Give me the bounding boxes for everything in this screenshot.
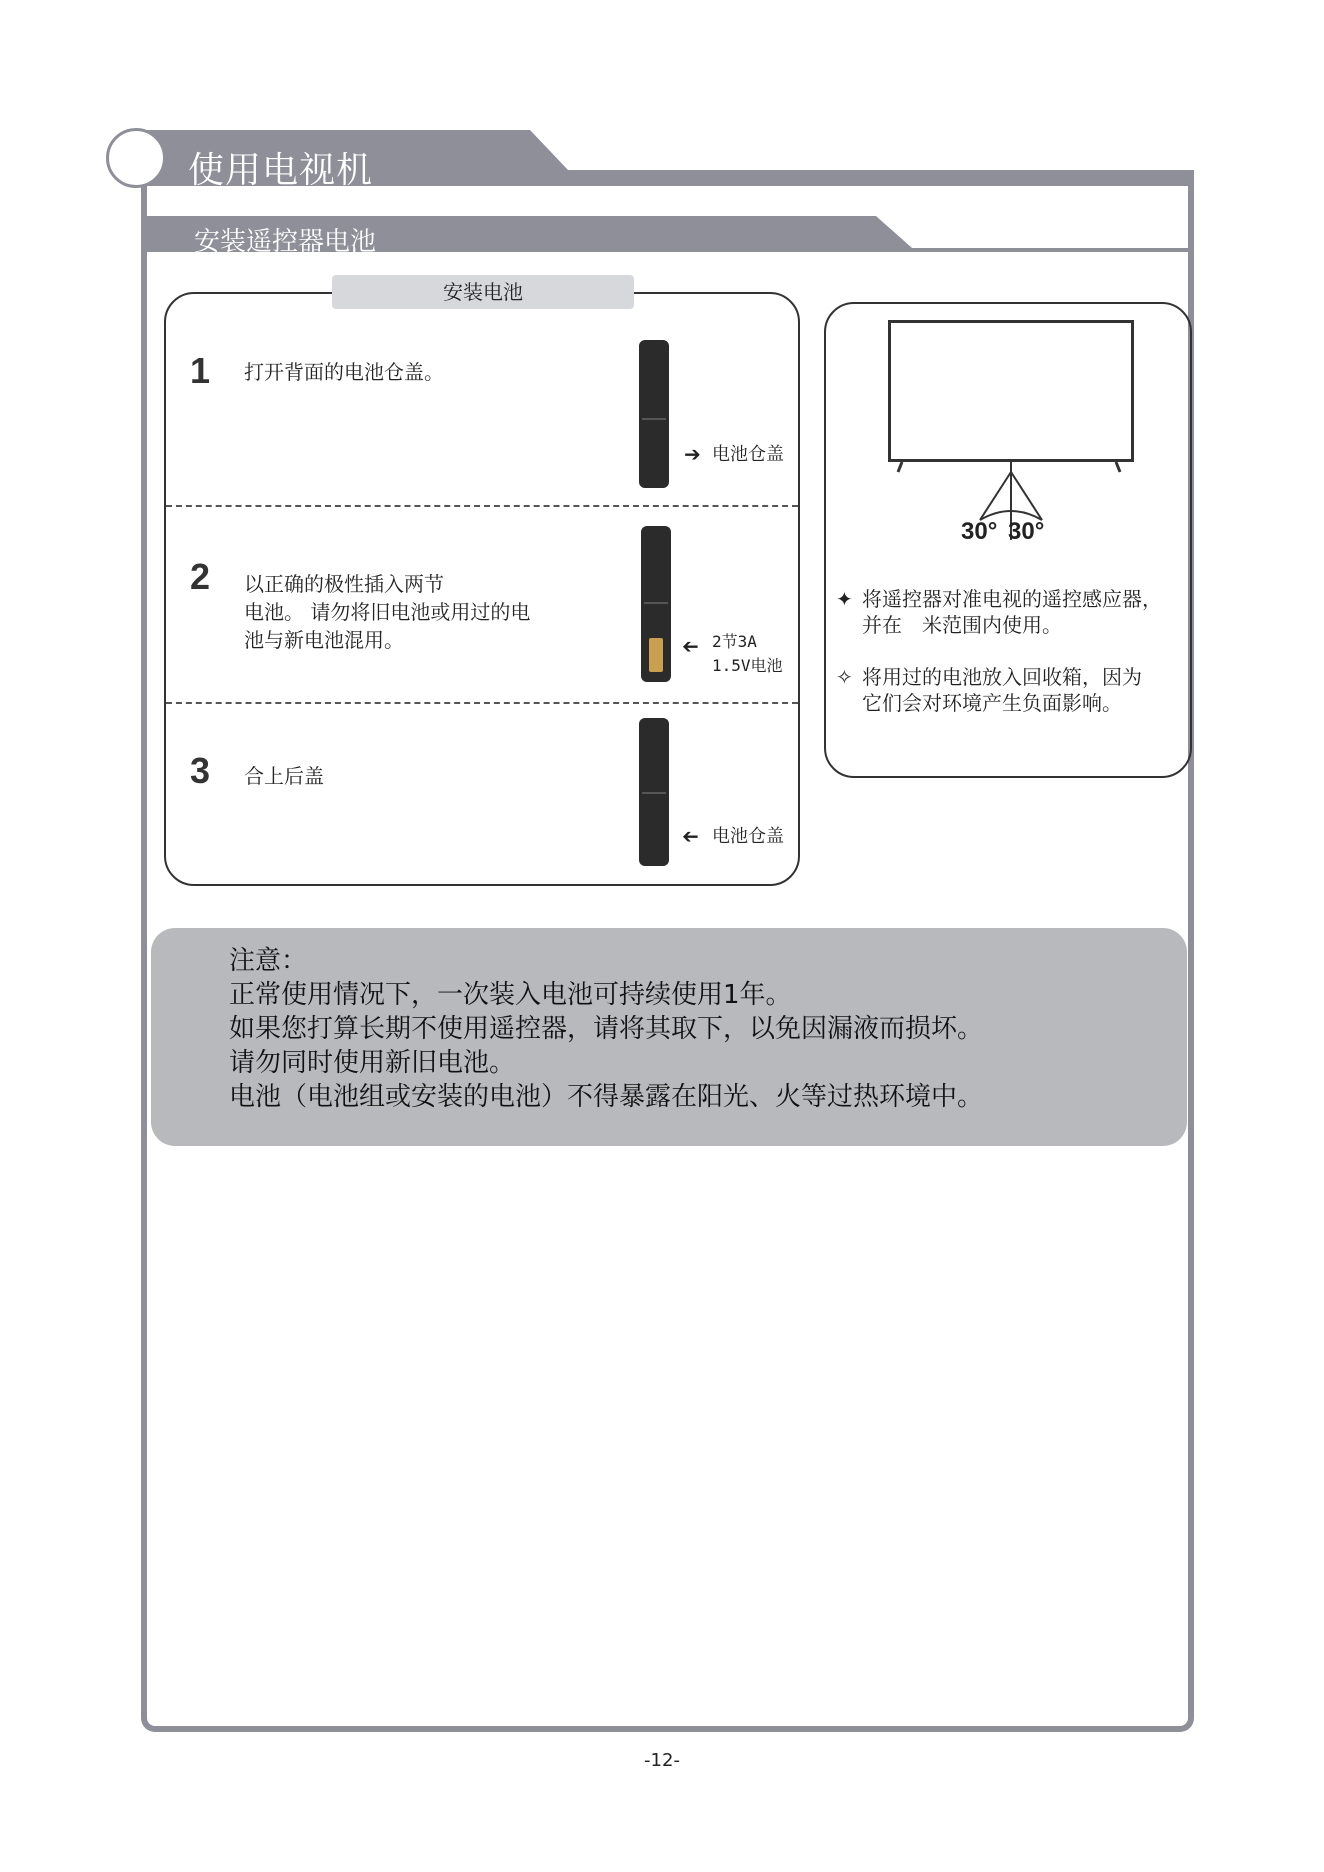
note-line: 电池（电池组或安装的电池）不得暴露在阳光、火等过热环境中。	[229, 1082, 984, 1112]
step-number: 2	[190, 556, 211, 597]
note-heading: 注意：	[229, 946, 308, 976]
callout-label: 2节3A 1.5V电池	[712, 632, 783, 675]
step-number: 3	[190, 750, 211, 791]
remote-back-open-image	[639, 340, 669, 488]
section-title: 安装遥控器电池	[194, 227, 377, 257]
callout-label: 电池仓盖	[712, 826, 784, 847]
note-line: 请勿同时使用新旧电池。	[229, 1048, 516, 1078]
angle-right-label: 30°	[1008, 518, 1045, 545]
arrow-left-icon: ➔	[682, 634, 699, 658]
page-number: -12-	[644, 1750, 680, 1771]
remote-back-closed-image	[639, 718, 669, 866]
page-title: 使用电视机	[188, 150, 374, 191]
note-line: 如果您打算长期不使用遥控器，请将其取下，以免因漏液而损坏。	[229, 1014, 984, 1044]
recycle-sparkle-icon: ✧	[836, 665, 853, 689]
arrow-right-icon: ➔	[684, 442, 701, 466]
callout-label: 电池仓盖	[712, 444, 784, 465]
step-text: 合上后盖	[244, 764, 324, 788]
tv-icon	[888, 320, 1134, 462]
step-text: 打开背面的电池仓盖。	[244, 360, 444, 384]
arrow-left-icon: ➔	[682, 824, 699, 848]
step-divider	[166, 505, 798, 507]
note-line: 正常使用情况下，一次装入电池可持续使用1年。	[229, 980, 792, 1010]
title-circle-ornament	[106, 128, 166, 188]
install-panel-label: 安装电池	[332, 275, 634, 309]
remote-battery-insert-image	[641, 526, 671, 682]
sparkle-icon: ✦	[836, 587, 853, 611]
step-number: 1	[190, 350, 211, 391]
step-divider	[166, 702, 798, 704]
step-text: 以正确的极性插入两节 电池。 请勿将旧电池或用过的电 池与新电池混用。	[244, 572, 531, 652]
angle-left-label: 30°	[961, 518, 998, 545]
